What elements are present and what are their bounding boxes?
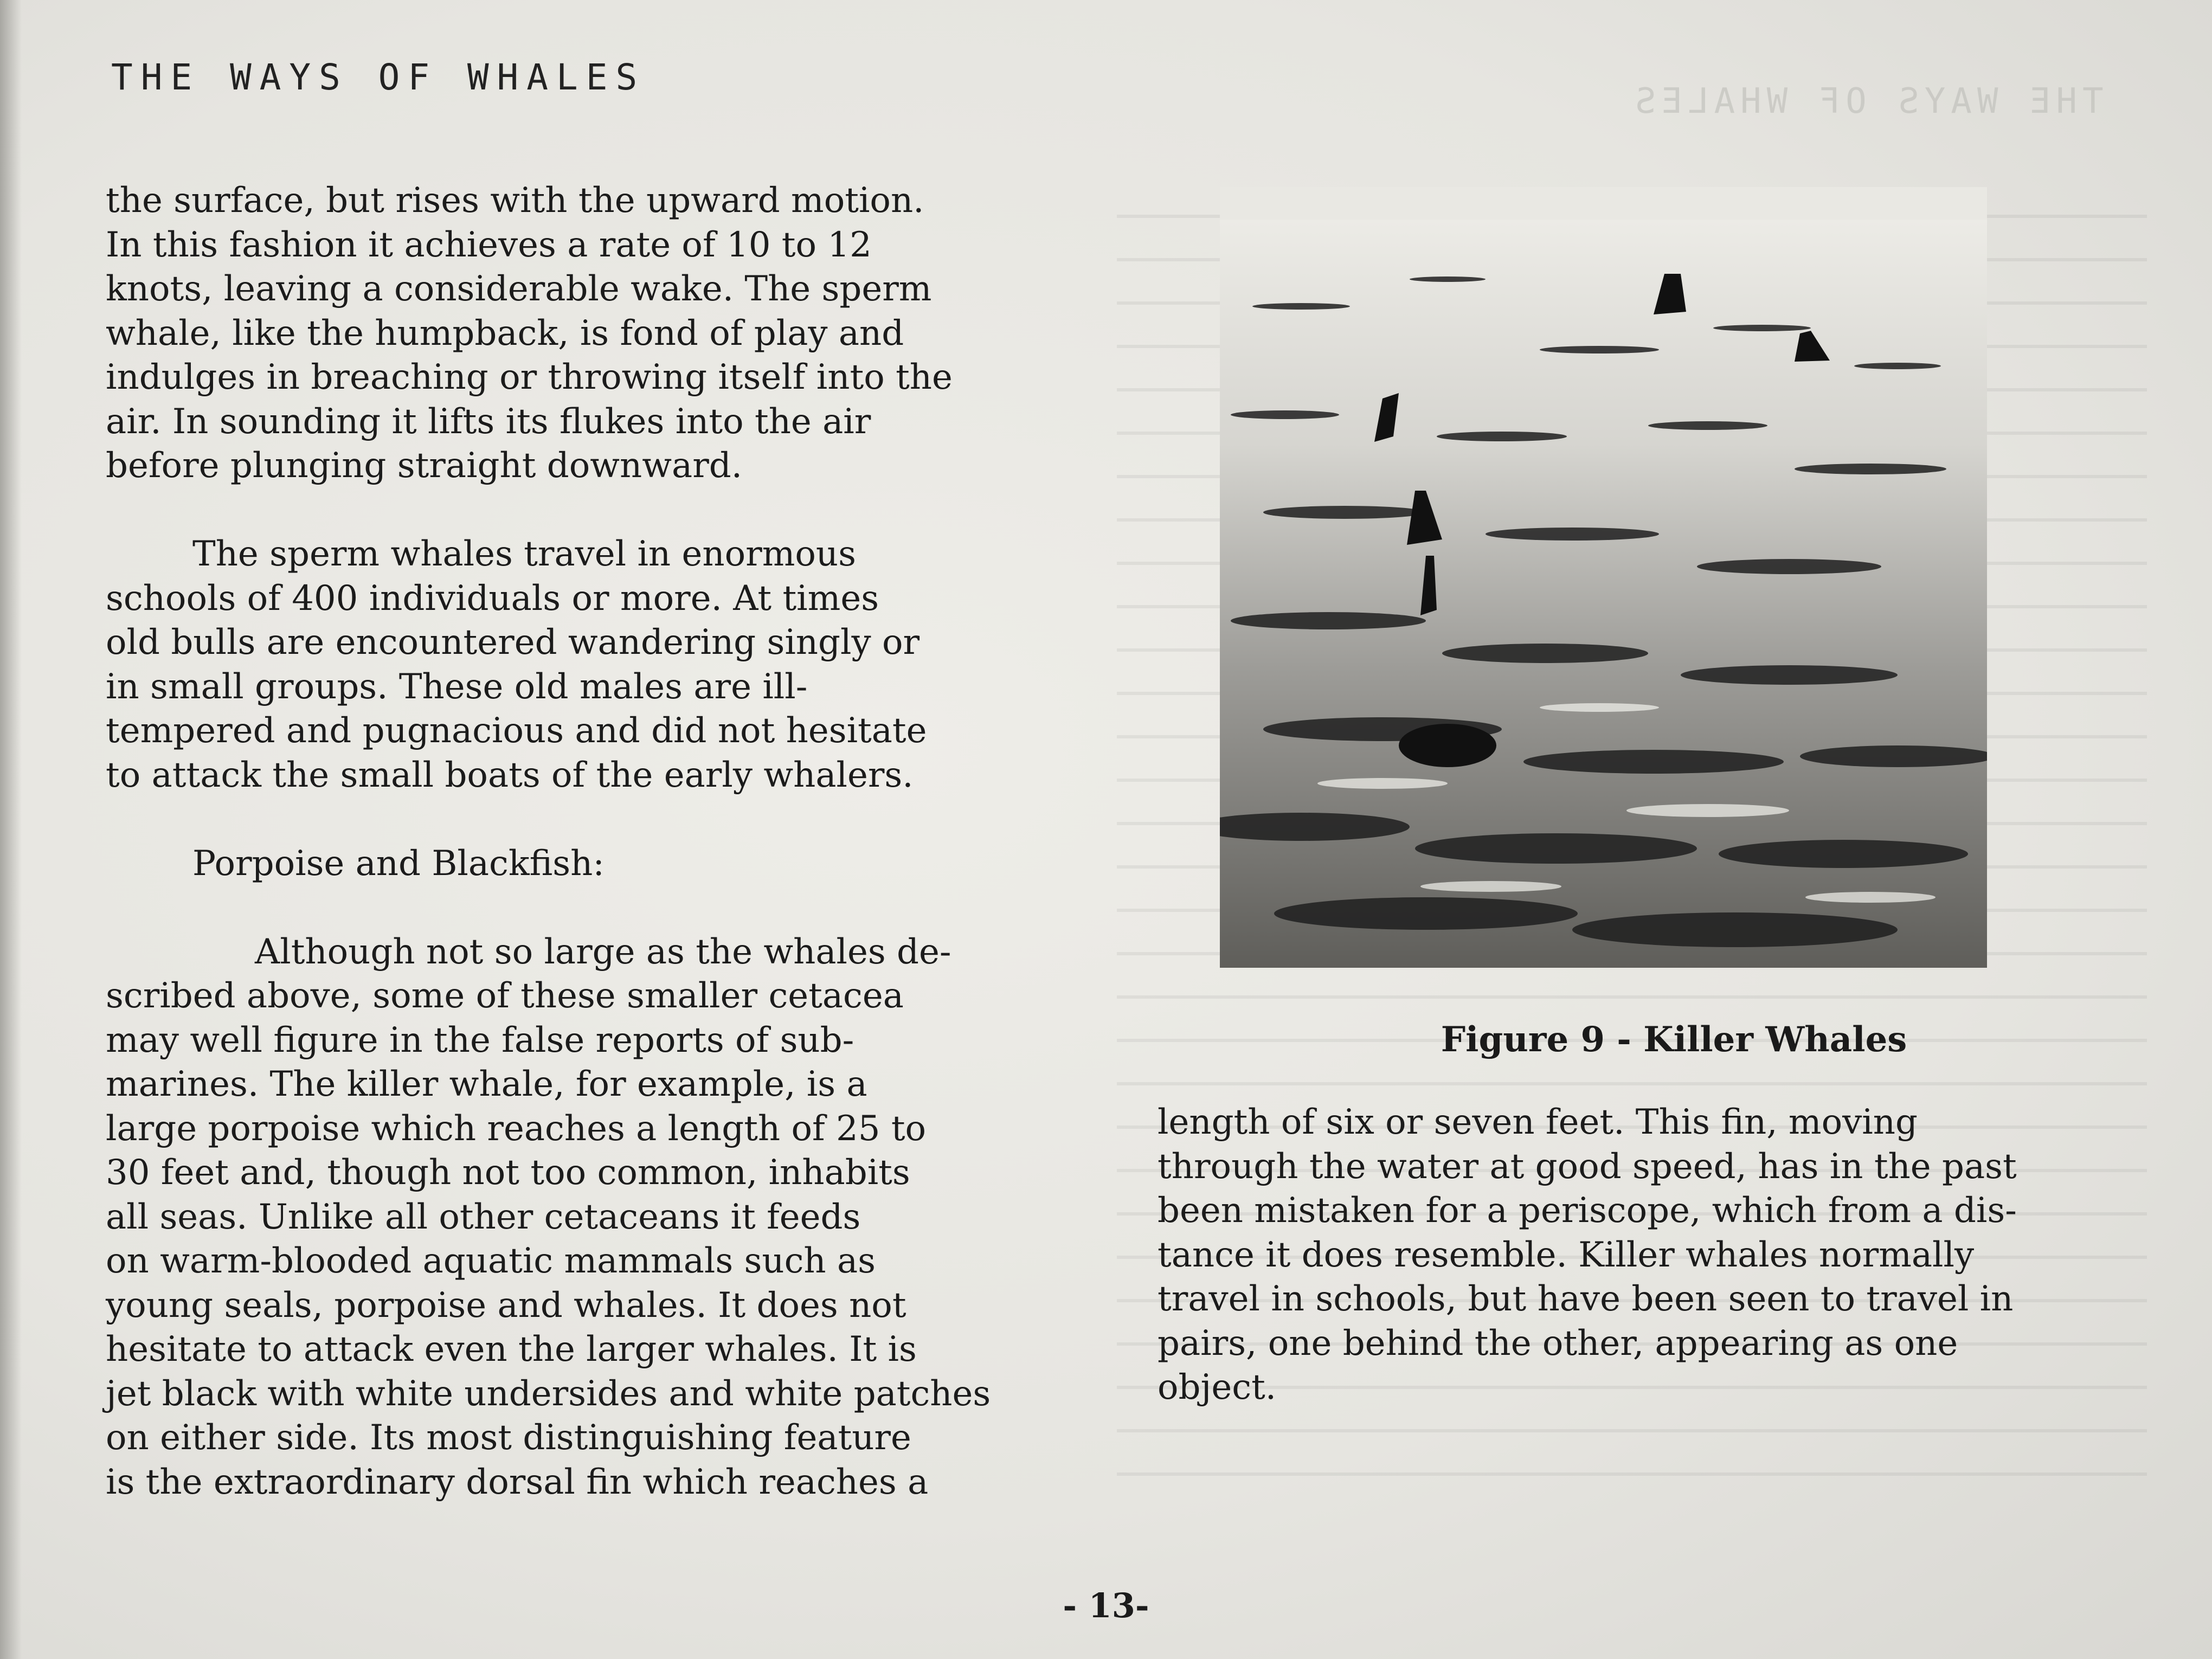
paragraph-sperm-whale-motion: the surface, but rises with the upward motion. In this fashion it achieves a rate of 10 to 12 knots, leaving a considerable wake. The sperm whale, like the humpback, is fond of play and indulges in breaching or throwing itself into the air. In sounding it lifts its flukes into the air before plunging straight downward.	[106, 181, 953, 486]
section-subheading: Porpoise and Blackfish:	[192, 843, 605, 884]
bleed-through-header: THE WAYS OF WHALES	[1630, 81, 2104, 121]
page-number: - 13-	[1063, 1586, 1149, 1625]
book-spine-shadow	[0, 0, 22, 1659]
paragraph-first-line: Although not so large as the whales de-	[255, 931, 951, 972]
paragraph-first-line: The sperm whales travel in enormous	[192, 534, 856, 574]
paragraph-killer-whale	[106, 930, 1092, 1505]
paragraph-body: schools of 400 individuals or more. At times old bulls are encountered wandering singly or in small groups. These old males are ill- tempered and pugnacious and did not hesitate to attack the small boats of the early whalers.	[106, 578, 927, 795]
figure-killer-whales-photo	[1220, 187, 1987, 968]
paragraph-body: scribed above, some of these smaller cetacea may well figure in the false reports of sub- marines. The killer whale, for example, is a large porpoise which reaches a length of 25 to 30 feet and, though not too common, inhabits all seas. Unlike all other cetaceans it feeds on warm-blooded aquatic mammals such as young seals, porpoise and whales. It does not hesitate to attack even the larger whales. It is jet black with white undersides and white patches on either side. Its most distinguishing feature is the extraordinary dorsal fin which reaches a	[106, 976, 991, 1502]
paragraph-sperm-whale-schools	[106, 532, 1092, 798]
paragraph-killer-whale-fin: length of six or seven feet. This fin, moving through the water at good speed, has in the past been mistaken for a periscope, which from a dis- tance it does resemble. Killer whales normally travel in schools, but have been seen to travel in pairs, one behind the other, appearing as one object.	[1158, 1102, 2017, 1407]
whale-body	[1399, 724, 1496, 767]
photo-killer-whales	[1220, 187, 1987, 968]
right-column	[1158, 1101, 2133, 1410]
running-head: THE WAYS OF WHALES	[111, 56, 646, 98]
left-column	[106, 179, 1092, 1504]
figure-caption: Figure 9 - Killer Whales	[1441, 1019, 1907, 1060]
